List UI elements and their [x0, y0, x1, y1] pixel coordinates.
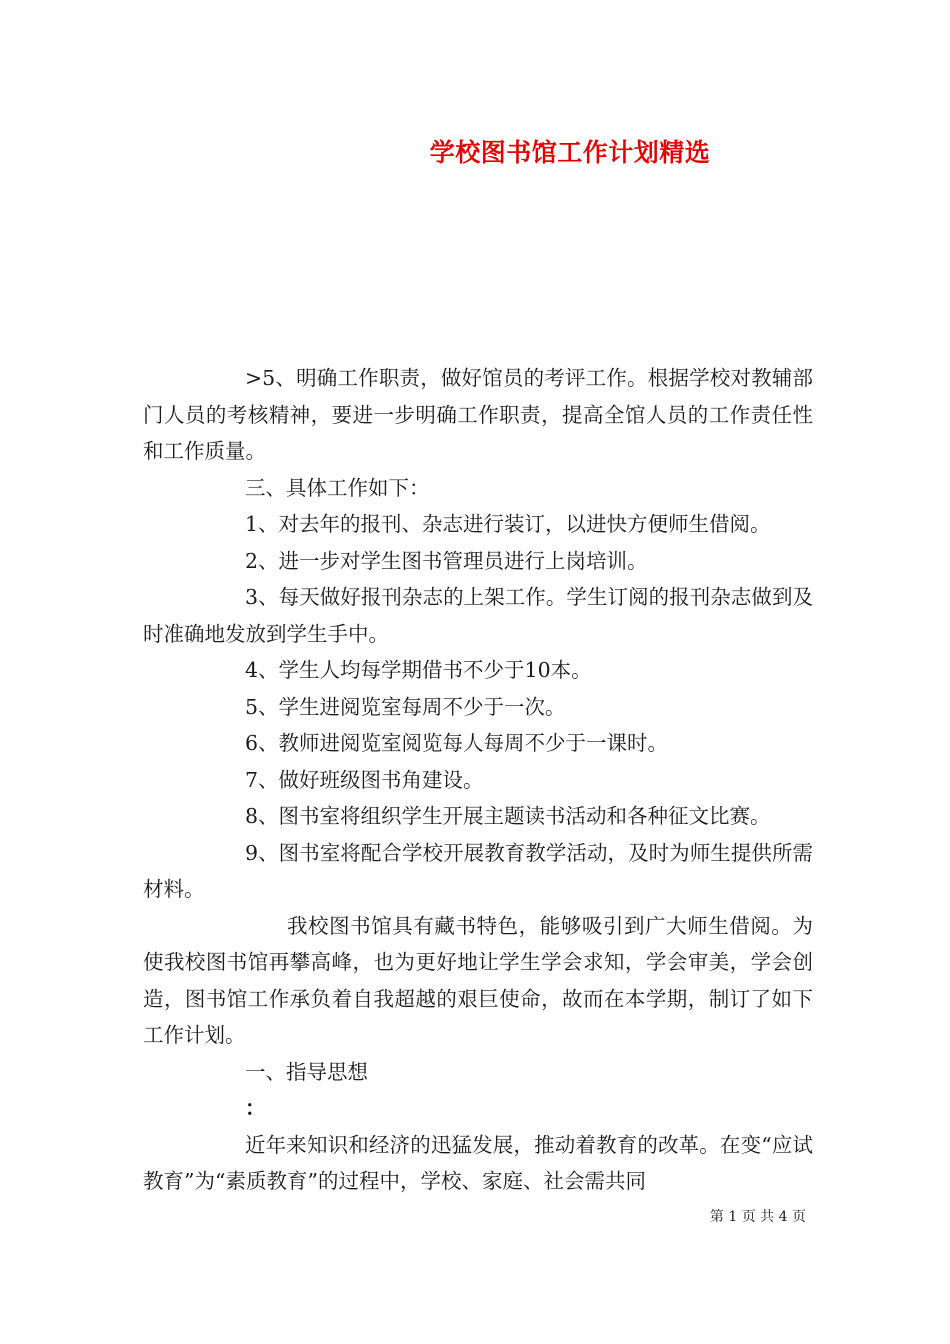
- list-item-6: 6、教师进阅览室阅览每人每周不少于一课时。: [245, 731, 669, 755]
- section-heading-guiding-thought: 一、指导思想: [245, 1059, 368, 1084]
- list-item-8: 8、图书室将组织学生开展主题读书活动和各种征文比赛。: [245, 804, 771, 828]
- document-title: 学校图书馆工作计划精选: [429, 138, 711, 167]
- list-item-3: 3、每天做好报刊杂志的上架工作。学生订阅的报刊杂志做到及时准确地发放到学生手中。: [143, 585, 813, 646]
- document-body: [143, 360, 813, 1200]
- page-footer: 第 1 页 共 4 页: [709, 1209, 806, 1225]
- list-item-4: 4、学生人均每学期借书不少于10本。: [245, 658, 592, 682]
- paragraph-education-reform: 近年来知识和经济的迅猛发展，推动着教育的改革。在变“应试教育”为“素质教育”的过程中，学校、家庭、社会需共同: [143, 1132, 813, 1193]
- list-item-5: 5、学生进阅览室每周不少于一次。: [245, 694, 566, 719]
- list-item-2: 2、进一步对学生图书管理员进行上岗培训。: [245, 548, 648, 573]
- paragraph-intro: 我校图书馆具有藏书特色，能够吸引到广大师生借阅。为使我校图书馆再攀高峰，也为更好地让学生学会求知，学会审美，学会创造，图书馆工作承负着自我超越的艰巨使命，故而在本学期，制订了如下工作计划。: [143, 913, 813, 1047]
- section-heading-specific-work: 三、具体工作如下：: [245, 475, 430, 500]
- list-item-1: 1、对去年的报刊、杂志进行装订，以进快方便师生借阅。: [245, 512, 771, 536]
- list-item-9: 9、图书室将配合学校开展教育教学活动，及时为师生提供所需材料。: [143, 840, 813, 901]
- colon-line: ：: [245, 1096, 266, 1120]
- list-item-7: 7、做好班级图书角建设。: [245, 767, 484, 792]
- paragraph-duty: >5、明确工作职责，做好馆员的考评工作。根据学校对教辅部门人员的考核精神，要进一步明确工作职责，提高全馆人员的工作责任性和工作质量。: [143, 366, 813, 463]
